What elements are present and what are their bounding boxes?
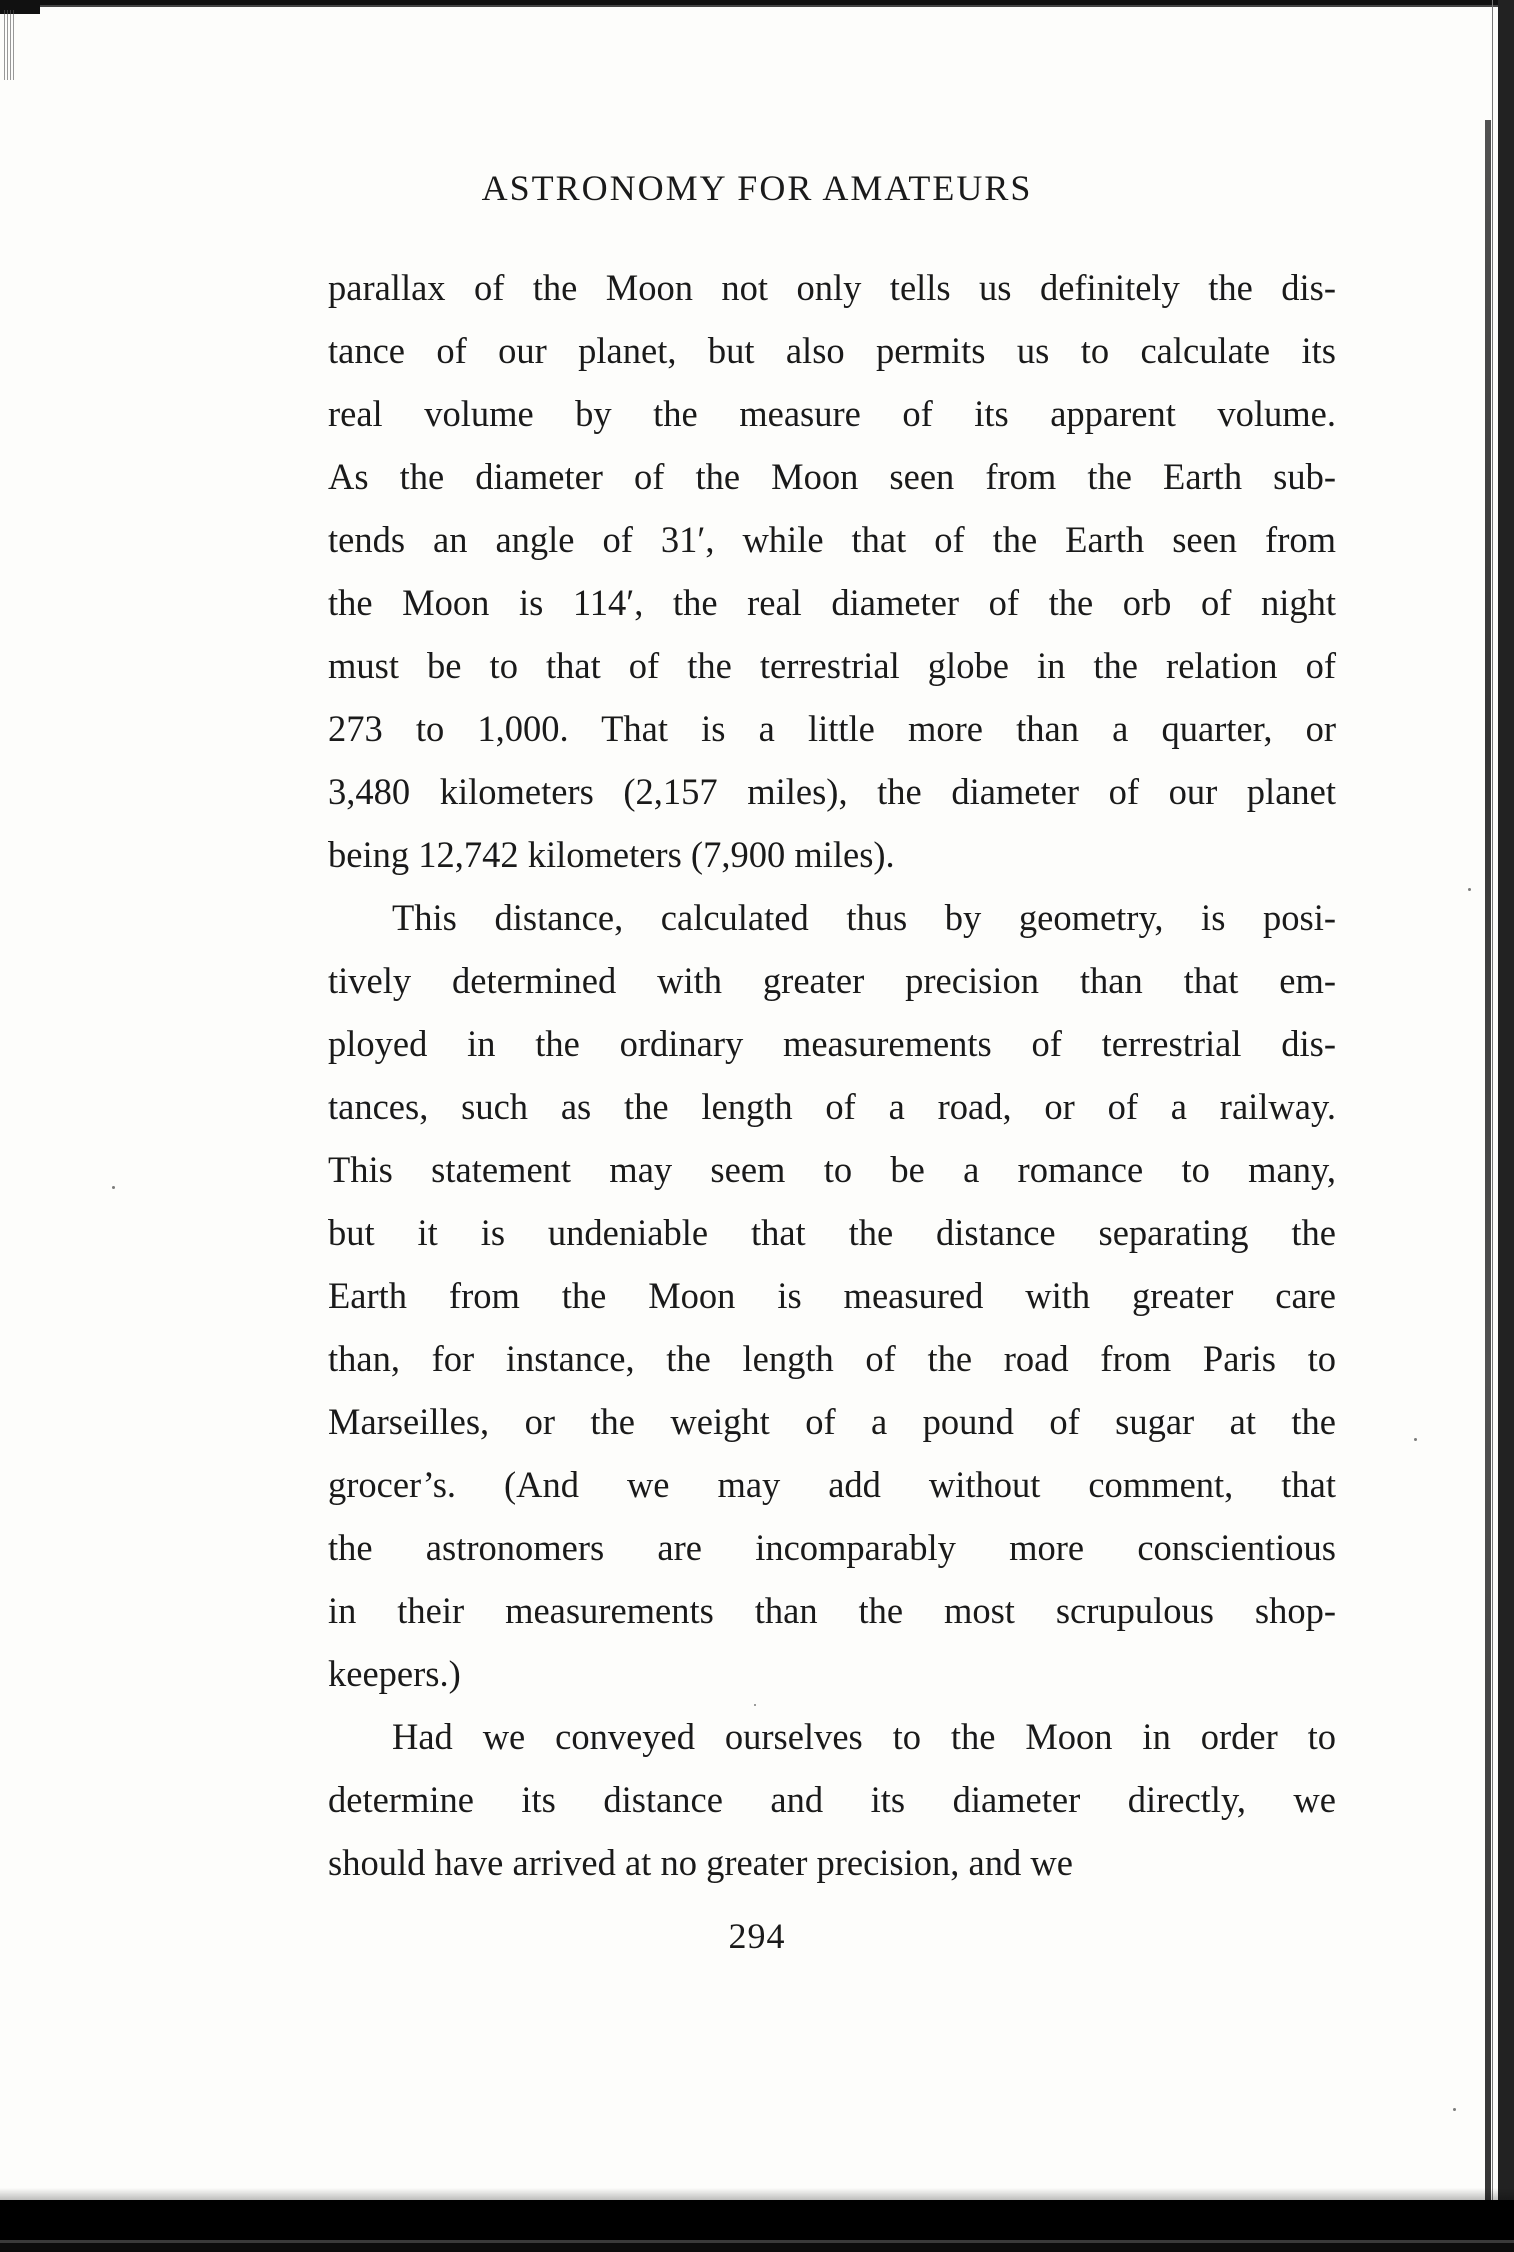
paragraph — [328, 886, 1336, 1705]
text-line: but it is undeniable that the distance separating the — [328, 1212, 1336, 1253]
text-line: 273 to 1,000. That is a little more than a quarter, or — [328, 708, 1336, 749]
text-line: tance of our planet, but also permits us to calculate its — [328, 330, 1336, 371]
text-line: grocer’s. (And we may add without comment, that — [328, 1464, 1336, 1505]
scan-binding-shadow — [1485, 120, 1491, 2200]
scan-top-border — [0, 0, 1514, 9]
text-line: real volume by the measure of its apparent volume. — [328, 393, 1336, 434]
text-line: Had we conveyed ourselves to the Moon in order to — [392, 1716, 1336, 1757]
body-text — [328, 256, 1336, 1894]
scan-bottom-shadow — [0, 2188, 1514, 2200]
text-line: As the diameter of the Moon seen from the Earth sub- — [328, 456, 1336, 497]
scan-bottom-border — [0, 2200, 1514, 2252]
text-line: ployed in the ordinary measurements of terrestrial dis- — [328, 1023, 1336, 1064]
text-line: tends an angle of 31′, while that of the Earth seen from — [328, 519, 1336, 560]
text-line: tances, such as the length of a road, or of a railway. — [328, 1086, 1336, 1127]
scan-speck — [1453, 2108, 1456, 2111]
text-line: should have arrived at no greater precision, and we — [328, 1842, 1073, 1883]
text-line: in their measurements than the most scrupulous shop- — [328, 1590, 1336, 1631]
text-line: keepers.) — [328, 1653, 461, 1694]
paragraph — [328, 256, 1336, 886]
text-line: This distance, calculated thus by geometry, is posi- — [392, 897, 1336, 938]
text-line: being 12,742 kilometers (7,900 miles). — [328, 834, 895, 875]
text-line: must be to that of the terrestrial globe in the relation of — [328, 645, 1336, 686]
text-line: Earth from the Moon is measured with greater care — [328, 1275, 1336, 1316]
page-number: 294 — [728, 1916, 786, 1956]
text-line: the astronomers are incomparably more conscientious — [328, 1527, 1336, 1568]
scan-speck — [1468, 888, 1471, 891]
scan-speck — [112, 1186, 115, 1189]
text-line: 3,480 kilometers (2,157 miles), the diameter of our planet — [328, 771, 1336, 812]
paragraph — [328, 1705, 1336, 1894]
scan-left-artifact — [4, 10, 14, 80]
running-head: ASTRONOMY FOR AMATEURS — [481, 168, 1033, 208]
text-line: tively determined with greater precision than that em- — [328, 960, 1336, 1001]
text-line: than, for instance, the length of the road from Paris to — [328, 1338, 1336, 1379]
scan-speck — [1414, 1438, 1417, 1441]
text-line: parallax of the Moon not only tells us definitely the dis- — [328, 267, 1336, 308]
text-line: determine its distance and its diameter directly, we — [328, 1779, 1336, 1820]
text-line: the Moon is 114′, the real diameter of the orb of night — [328, 582, 1336, 623]
text-line: Marseilles, or the weight of a pound of sugar at the — [328, 1401, 1336, 1442]
text-line: This statement may seem to be a romance to many, — [328, 1149, 1336, 1190]
